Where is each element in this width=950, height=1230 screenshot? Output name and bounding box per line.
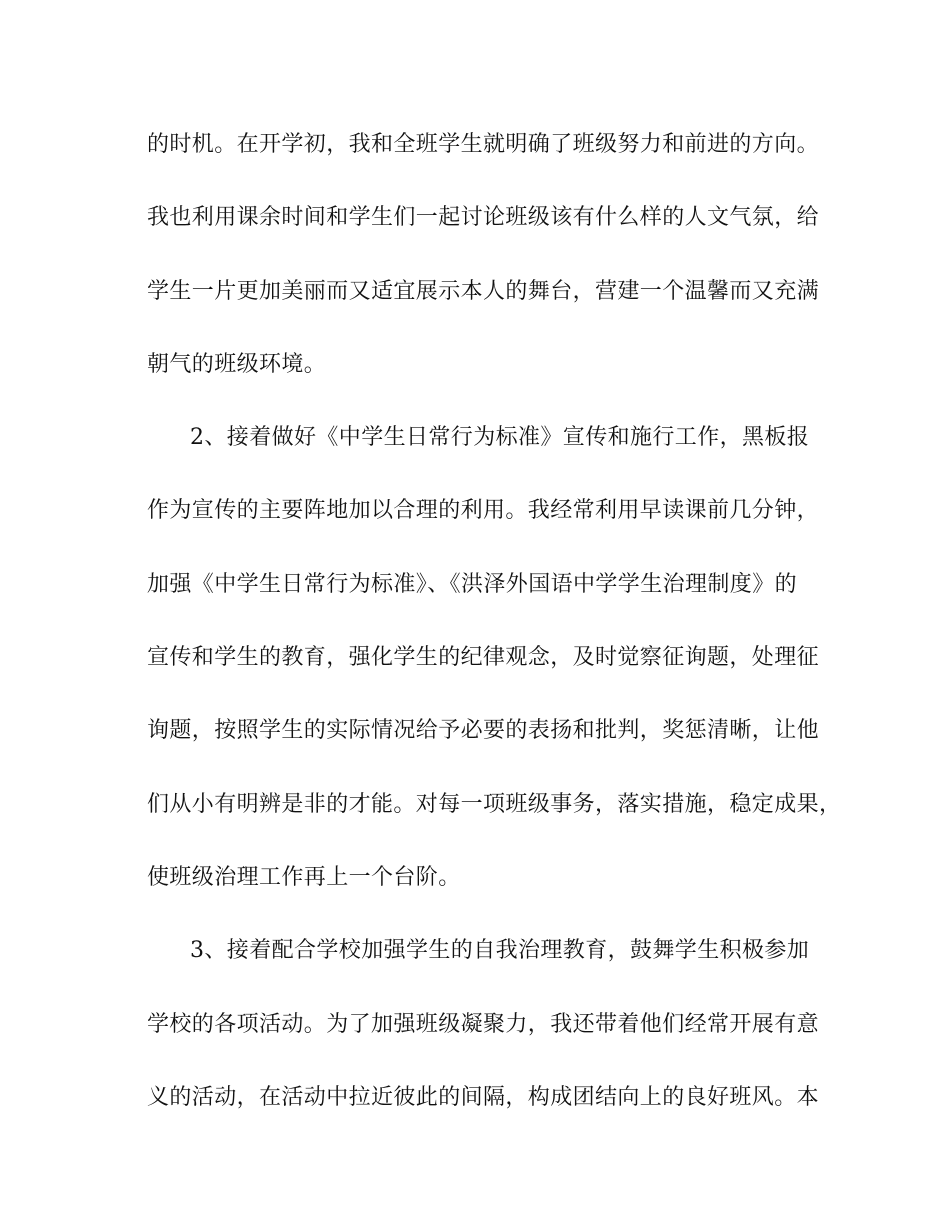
paragraph-1-line-2: 我也利用课余时间和学生们一起讨论班级该有什么样的人文气氛，给 (147, 205, 820, 230)
paragraph-2-line-6: 们从小有明辨是非的才能。对每一项班级事务，落实措施，稳定成果， (147, 792, 842, 817)
paragraph-2-line-7: 使班级治理工作再上一个台阶。 (147, 865, 461, 890)
paragraph-1-line-4: 朝气的班级环境。 (147, 352, 327, 377)
paragraph-2-line-3: 加强《中学生日常行为标准》、《洪泽外国语中学学生治理制度》的 (147, 572, 798, 597)
paragraph-3-line-3: 义的活动，在活动中拉近彼此的间隔，构成团结向上的良好班风。本 (147, 1085, 820, 1110)
paragraph-1-line-3: 学生一片更加美丽而又适宜展示本人的舞台，营建一个温馨而又充满 (147, 279, 820, 304)
paragraph-2-line-5: 询题，按照学生的实际情况给予必要的表扬和批判，奖惩清晰，让他 (147, 718, 820, 743)
paragraph-2-line-2: 作为宣传的主要阵地加以合理的利用。我经常利用早读课前几分钟， (147, 498, 820, 523)
paragraph-3-line-2: 学校的各项活动。为了加强班级凝聚力，我还带着他们经常开展有意 (147, 1012, 820, 1037)
paragraph-3-line-1: 3、接着配合学校加强学生的自我治理教育，鼓舞学生积极参加 (190, 938, 810, 963)
paragraph-2-line-4: 宣传和学生的教育，强化学生的纪律观念，及时觉察征询题，处理征 (147, 645, 820, 670)
paragraph-2-line-1: 2、接着做好《中学生日常行为标准》宣传和施行工作，黑板报 (190, 425, 810, 450)
paragraph-1-line-1: 的时机。在开学初，我和全班学生就明确了班级努力和前进的方向。 (147, 132, 820, 157)
